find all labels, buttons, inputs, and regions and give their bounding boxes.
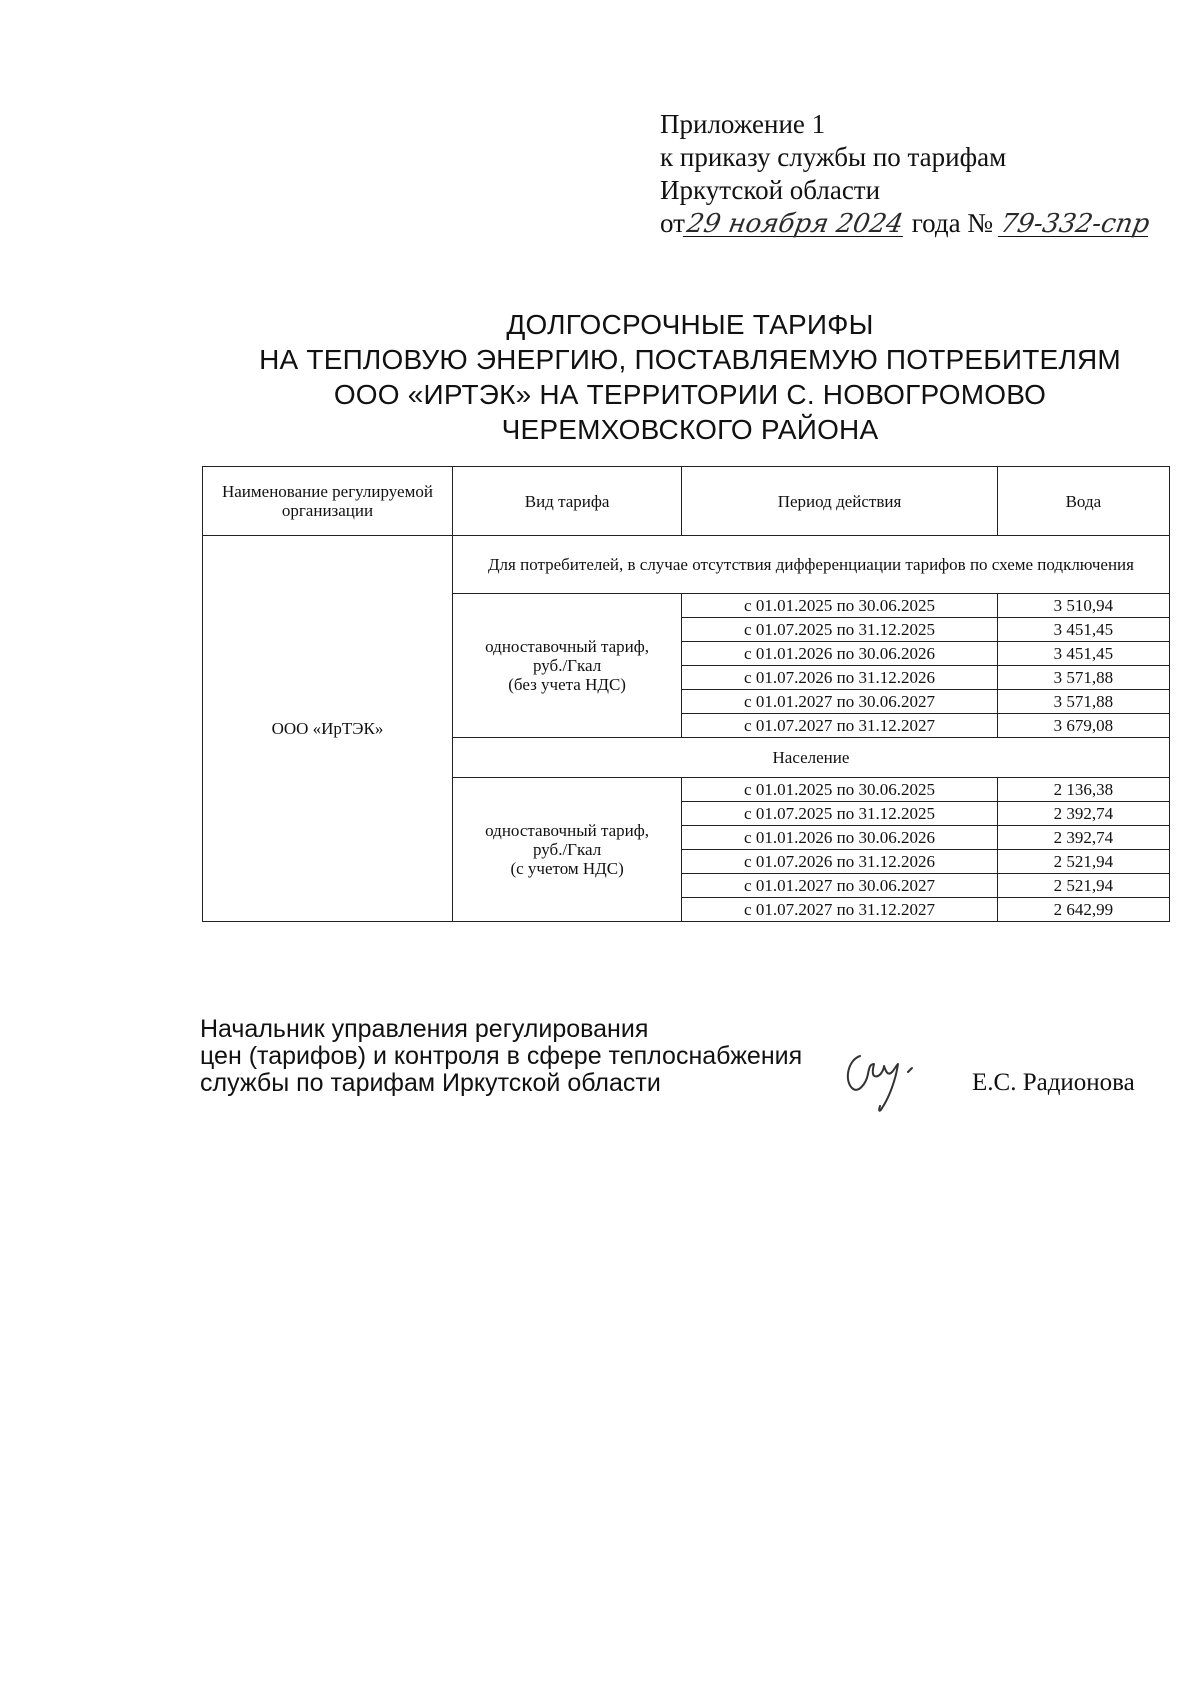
year-label: года № (911, 208, 994, 238)
signer-position-line-3: службы по тарифам Иркутской области (200, 1069, 661, 1097)
group2-tariff-line-1: одноставочный тариф, (485, 821, 650, 840)
org-name-cell: ООО «ИрТЭК» (203, 536, 453, 922)
handwritten-date: 29 ноября 2024 (684, 209, 906, 239)
value-cell: 3 510,94 (997, 594, 1169, 618)
header-period: Период действия (682, 467, 997, 536)
value-cell: 2 521,94 (997, 874, 1169, 898)
header-tariff-type: Вид тарифа (452, 467, 681, 536)
period-cell: с 01.07.2025 по 31.12.2025 (682, 802, 997, 826)
group2-tariff-line-2: руб./Гкал (533, 840, 602, 859)
appendix-order-ref: к приказу службы по тарифам (660, 142, 1007, 172)
handwritten-signature-icon (838, 1038, 918, 1118)
period-cell: с 01.07.2027 по 31.12.2027 (682, 714, 997, 738)
period-cell: с 01.01.2026 по 30.06.2026 (682, 826, 997, 850)
period-cell: с 01.01.2027 по 30.06.2027 (682, 690, 997, 714)
group1-tariff-line-2: руб./Гкал (533, 656, 602, 675)
period-cell: с 01.01.2026 по 30.06.2026 (682, 642, 997, 666)
value-cell: 2 642,99 (997, 898, 1169, 922)
period-cell: с 01.01.2027 по 30.06.2027 (682, 874, 997, 898)
header-water: Вода (997, 467, 1169, 536)
period-cell: с 01.01.2025 по 30.06.2025 (682, 594, 997, 618)
signature-block (200, 1016, 802, 1097)
title-line-2: НА ТЕПЛОВУЮ ЭНЕРГИЮ, ПОСТАВЛЯЕМУЮ ПОТРЕБИТЕЛЯМ (259, 344, 1121, 375)
signer-position-line-2: цен (тарифов) и контроля в сфере теплоснабжения (200, 1042, 803, 1070)
value-cell: 3 451,45 (997, 642, 1169, 666)
title-line-4: ЧЕРЕМХОВСКОГО РАЙОНА (501, 414, 879, 445)
appendix-block (660, 108, 1150, 240)
group1-tariff-line-3: (без учета НДС) (508, 675, 626, 694)
value-cell: 3 571,88 (997, 666, 1169, 690)
value-cell: 2 392,74 (997, 802, 1169, 826)
period-cell: с 01.07.2026 по 31.12.2026 (682, 666, 997, 690)
title-line-1: ДОЛГОСРОЧНЫЕ ТАРИФЫ (506, 309, 874, 340)
group2-tariff-line-3: (с учетом НДС) (510, 859, 624, 878)
value-cell: 2 392,74 (997, 826, 1169, 850)
appendix-region: Иркутской области (660, 175, 881, 205)
appendix-title: Приложение 1 (660, 109, 826, 139)
value-cell: 3 571,88 (997, 690, 1169, 714)
period-cell: с 01.01.2025 по 30.06.2025 (682, 778, 997, 802)
value-cell: 3 451,45 (997, 618, 1169, 642)
handwritten-order-number: 79-332-спр (998, 209, 1152, 239)
document-title (150, 307, 1200, 447)
group1-tariff-line-1: одноставочный тариф, (485, 637, 650, 656)
value-cell: 2 521,94 (997, 850, 1169, 874)
group2-label: Население (452, 738, 1169, 778)
group1-label: Для потребителей, в случае отсутствия дифференциации тарифов по схеме подключения (452, 536, 1169, 594)
period-cell: с 01.07.2027 по 31.12.2027 (682, 898, 997, 922)
tariffs-table (202, 466, 1170, 922)
from-label: от (660, 208, 685, 238)
signer-position-line-1: Начальник управления регулирования (200, 1015, 649, 1043)
header-org: Наименование регулируемой организации (203, 467, 453, 536)
period-cell: с 01.07.2025 по 31.12.2025 (682, 618, 997, 642)
appendix-date-line (660, 207, 1150, 240)
value-cell: 3 679,08 (997, 714, 1169, 738)
value-cell: 2 136,38 (997, 778, 1169, 802)
period-cell: с 01.07.2026 по 31.12.2026 (682, 850, 997, 874)
title-line-3: ООО «ИРТЭК» НА ТЕРРИТОРИИ С. НОВОГРОМОВО (333, 379, 1047, 410)
table-header-row (203, 467, 1170, 536)
group1-label-row (203, 536, 1170, 594)
group2-tariff-type (452, 778, 681, 922)
group1-tariff-type (452, 594, 681, 738)
signer-name: Е.С. Радионова (972, 1069, 1135, 1096)
